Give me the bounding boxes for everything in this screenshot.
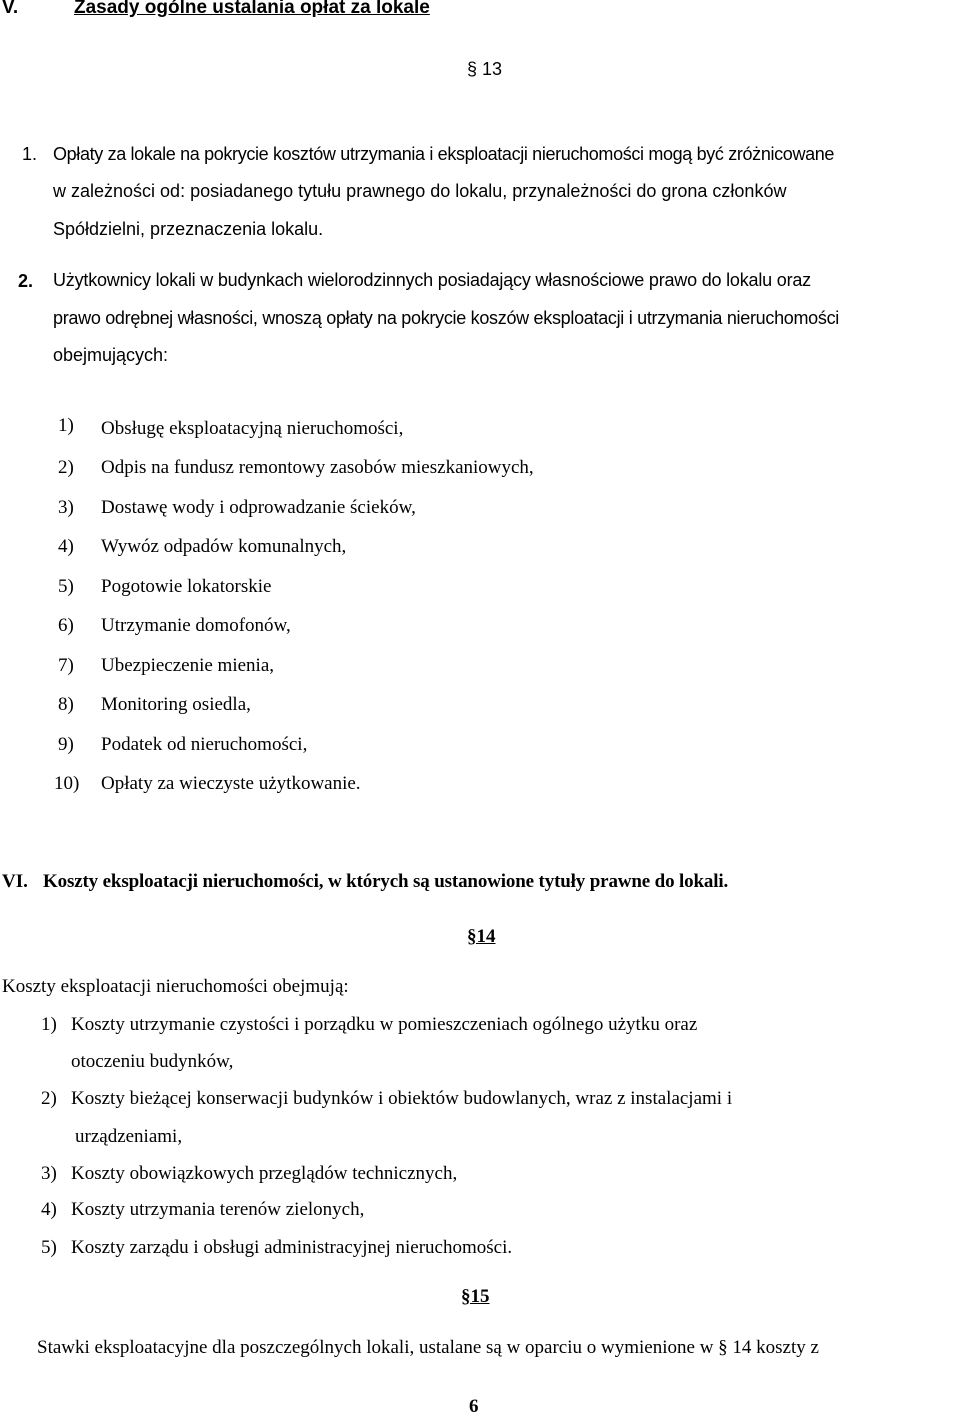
cost-item-number: 3) — [41, 1163, 57, 1184]
cost-item-line: Koszty obowiązkowych przeglądów technicznych, — [71, 1163, 458, 1184]
list-item-number: 2) — [58, 457, 74, 478]
point-1-line-3: Spółdzielni, przeznaczenia lokalu. — [53, 219, 324, 239]
list-item-text: Pogotowie lokatorskie — [101, 576, 272, 597]
list-item-text: Ubezpieczenie mienia, — [101, 655, 275, 676]
section-vi-number: VI. — [2, 871, 28, 892]
list-item-text: Dostawę wody i odprowadzanie ścieków, — [101, 497, 416, 518]
list-item-text: Obsługę eksploatacyjną nieruchomości, — [101, 418, 404, 439]
list-item-number: 1) — [58, 415, 74, 436]
cost-item-number: 5) — [41, 1237, 57, 1258]
list-item-number: 6) — [58, 615, 74, 636]
list-item-text: Monitoring osiedla, — [101, 694, 251, 715]
cost-item-number: 4) — [41, 1199, 57, 1220]
paragraph-15-text: Stawki eksploatacyjne dla poszczególnych lokali, ustalane są w oparciu o wymienione w § 14 koszty z — [37, 1337, 819, 1358]
section-v-title: Zasady ogólne ustalania opłat za lokale — [74, 0, 430, 18]
cost-item-line: Koszty utrzymanie czystości i porządku w pomieszczeniach ogólnego użytku oraz — [71, 1014, 698, 1035]
point-1-line-1: Opłaty za lokale na pokrycie kosztów utrzymania i eksploatacji nieruchomości mogą być zróżnicowane — [53, 144, 835, 164]
list-item-number: 4) — [58, 536, 74, 557]
point-1-number: 1. — [22, 144, 38, 164]
cost-item-line: otoczeniu budynków, — [71, 1051, 234, 1072]
list-item-text: Podatek od nieruchomości, — [101, 734, 308, 755]
list-item-number: 8) — [58, 694, 74, 715]
list-item-number: 7) — [58, 655, 74, 676]
point-2-line-3: obejmujących: — [53, 345, 169, 365]
cost-item-line: Koszty utrzymania terenów zielonych, — [71, 1199, 365, 1220]
page-number: 6 — [469, 1396, 479, 1417]
paragraph-14-label: §14 — [467, 926, 496, 947]
list-item-text: Utrzymanie domofonów, — [101, 615, 291, 636]
point-2-line-1: Użytkownicy lokali w budynkach wielorodzinnych posiadający własnościowe prawo do lokalu oraz — [53, 270, 811, 290]
list-item-text: Wywóz odpadów komunalnych, — [101, 536, 347, 557]
list-item-text: Odpis na fundusz remontowy zasobów mieszkaniowych, — [101, 457, 534, 478]
section-vi-title: Koszty eksploatacji nieruchomości, w których są ustanowione tytuły prawne do lokali. — [43, 871, 729, 892]
list-item-number: 9) — [58, 734, 74, 755]
paragraph-15-label: §15 — [461, 1286, 490, 1307]
paragraph-13-label: § 13 — [467, 59, 503, 79]
section-v-number: V. — [2, 0, 19, 18]
list-item-text: Opłaty za wieczyste użytkowanie. — [101, 773, 361, 794]
list-item-number: 3) — [58, 497, 74, 518]
point-1-line-2: w zależności od: posiadanego tytułu prawnego do lokalu, przynależności do grona członków — [53, 181, 787, 201]
cost-item-number: 1) — [41, 1014, 57, 1035]
list-item-number: 5) — [58, 576, 74, 597]
point-2-number: 2. — [18, 271, 34, 291]
list-item-number: 10) — [54, 773, 80, 794]
cost-item-number: 2) — [41, 1088, 57, 1109]
section-vi-intro: Koszty eksploatacji nieruchomości obejmują: — [2, 976, 349, 997]
cost-item-line: Koszty bieżącej konserwacji budynków i obiektów budowlanych, wraz z instalacjami i — [71, 1088, 733, 1109]
point-2-line-2: prawo odrębnej własności, wnoszą opłaty na pokrycie koszów eksploatacji i utrzymania nieruchomości — [53, 308, 839, 328]
cost-item-line: Koszty zarządu i obsługi administracyjnej nieruchomości. — [71, 1237, 513, 1258]
cost-item-line: urządzeniami, — [75, 1126, 183, 1147]
